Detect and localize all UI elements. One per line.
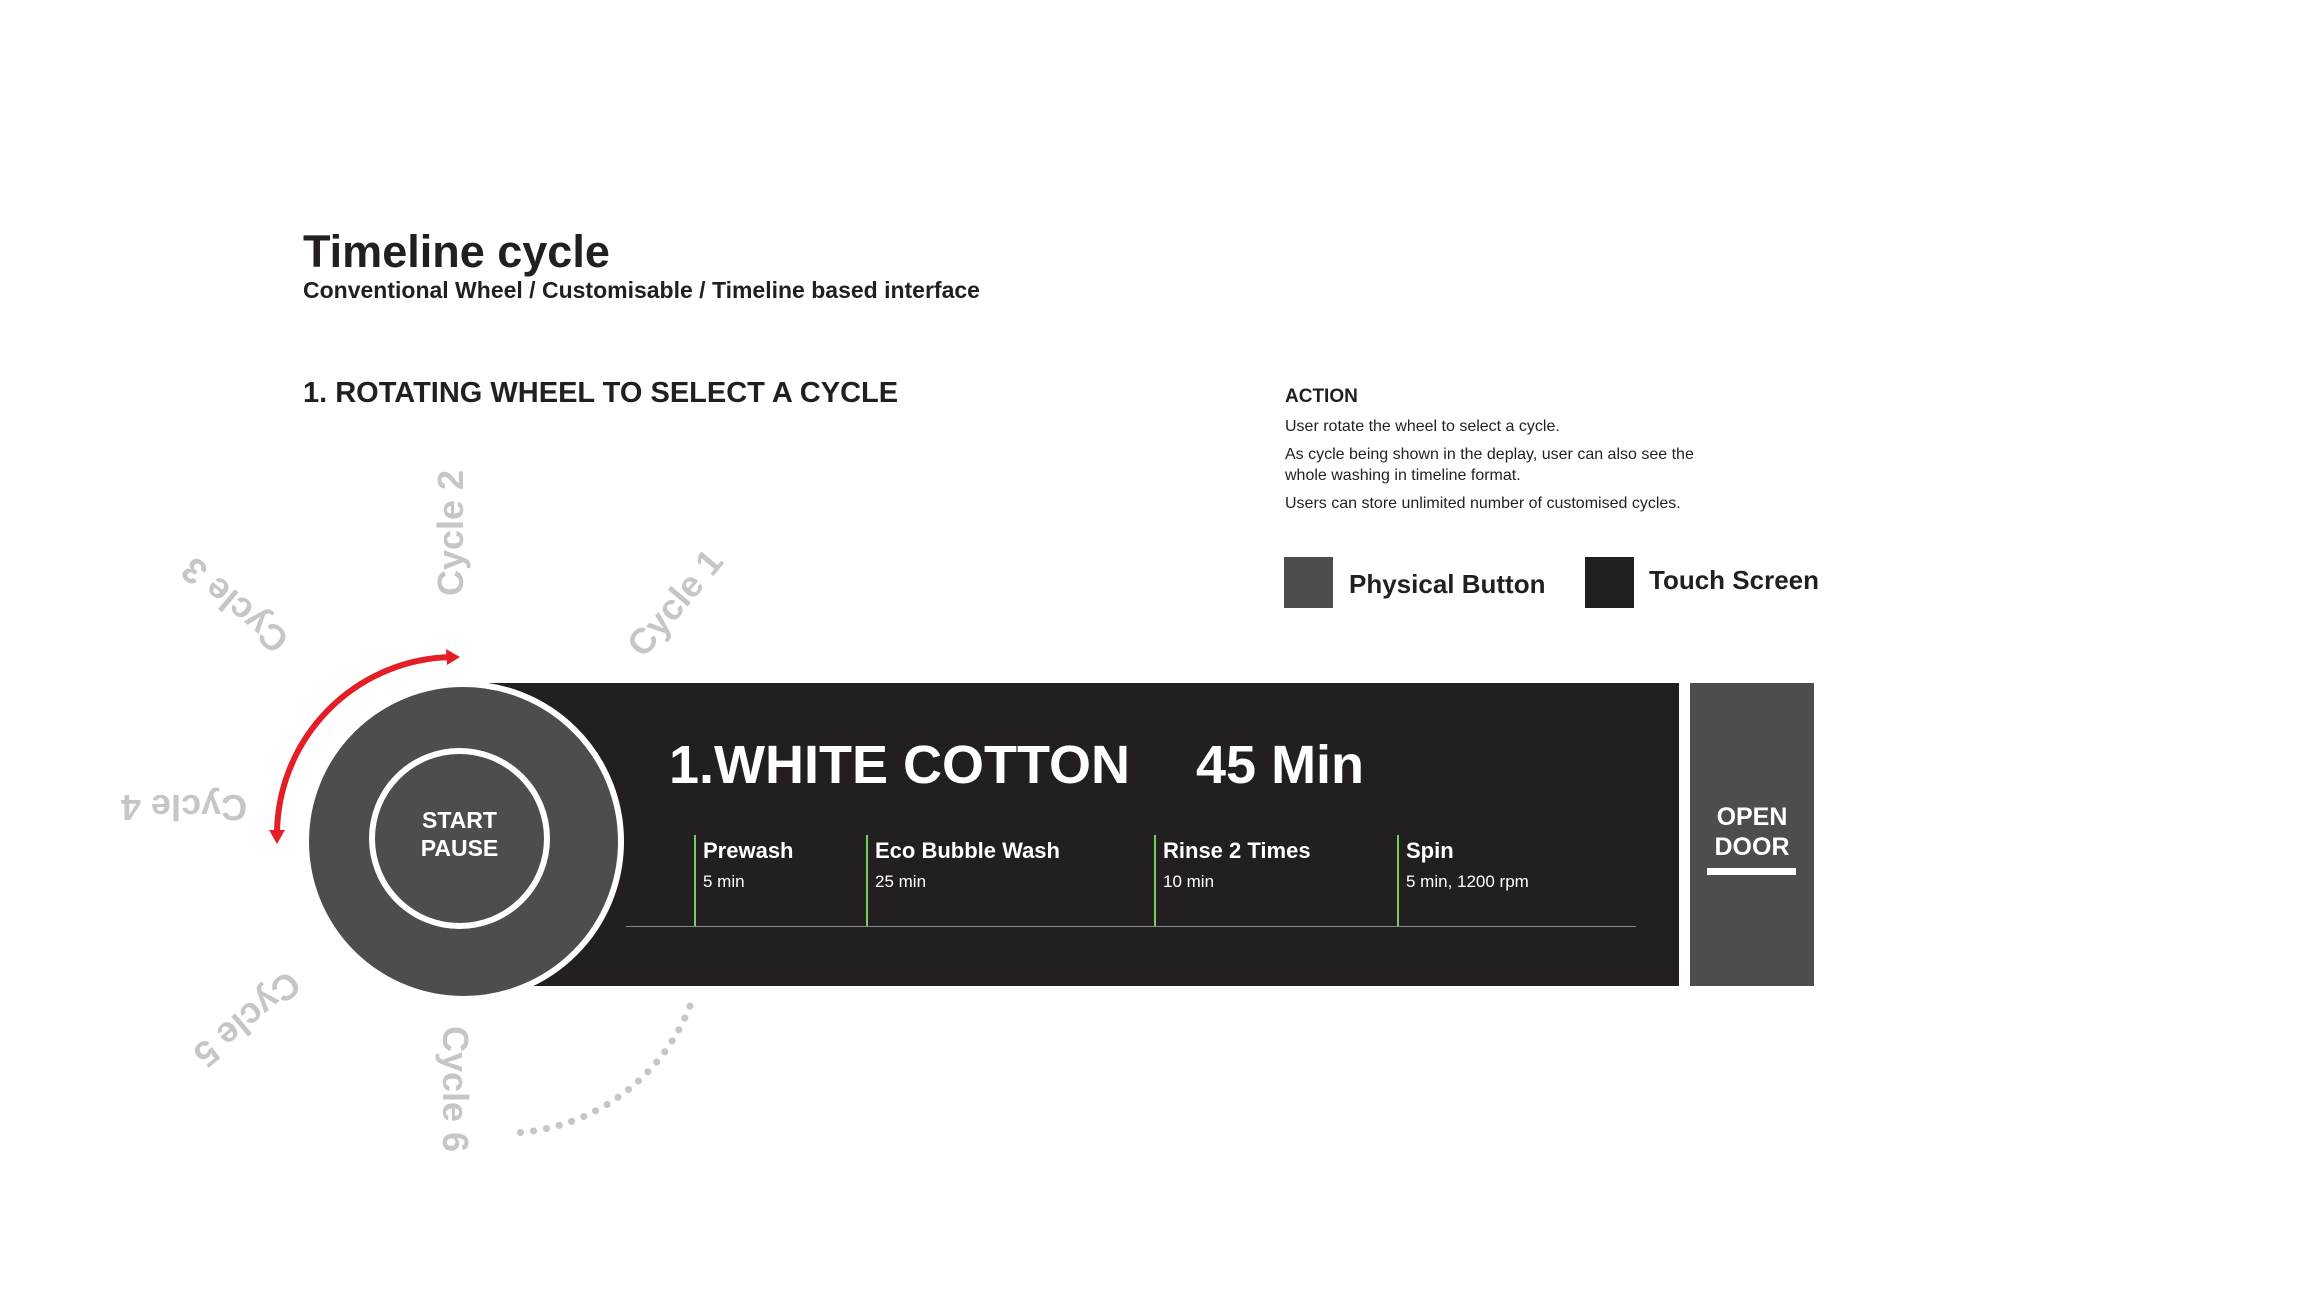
start-label: START (422, 807, 497, 833)
arrowhead-bottom (269, 830, 285, 844)
selected-cycle-duration: 45 Min (1196, 735, 1365, 795)
open-door-line-1: OPEN (1716, 803, 1788, 831)
phase-detail: 10 min (1163, 872, 1215, 891)
cycle-option-4[interactable]: Cycle 4 (121, 787, 248, 828)
cycle-option-3[interactable]: Cycle 3 (173, 549, 297, 662)
action-note: As cycle being shown in the deplay, user can also see the whole washing in timeline format. (1285, 446, 1694, 484)
selected-cycle-name: 1.WHITE COTTON (669, 735, 1131, 795)
action-note: Users can store unlimited number of customised cycles. (1285, 495, 1681, 512)
cycle-option-2[interactable]: Cycle 2 (430, 469, 472, 597)
pause-label: PAUSE (420, 835, 499, 861)
phase-name: Prewash (703, 838, 794, 863)
page-title: Timeline cycle (303, 226, 610, 277)
cycle-option-1[interactable]: Cycle 1 (618, 541, 731, 665)
phase-name: Rinse 2 Times (1163, 838, 1311, 863)
phase-name: Eco Bubble Wash (875, 838, 1060, 863)
page-subtitle: Conventional Wheel / Customisable / Timeline based interface (303, 277, 980, 303)
legend-label-physical-button: Physical Button (1349, 569, 1546, 599)
phase-detail: 25 min (875, 872, 927, 891)
legend-label-touch-screen: Touch Screen (1649, 565, 1820, 595)
action-note: User rotate the wheel to select a cycle. (1285, 418, 1560, 435)
open-door-line-2: DOOR (1714, 833, 1790, 861)
cycle-option-6[interactable]: Cycle 6 (435, 1025, 477, 1153)
phase-detail: 5 min (703, 872, 745, 891)
section-heading: 1. ROTATING WHEEL TO SELECT A CYCLE (303, 377, 899, 409)
phase-detail: 5 min, 1200 rpm (1406, 872, 1529, 891)
cycle-option-5[interactable]: Cycle 5 (185, 963, 309, 1076)
action-heading: ACTION (1285, 386, 1358, 407)
arrowhead-top (446, 649, 460, 665)
dotted-arc (512, 1006, 690, 1133)
phase-name: Spin (1406, 838, 1454, 863)
rotation-arrow-icon (277, 657, 452, 835)
